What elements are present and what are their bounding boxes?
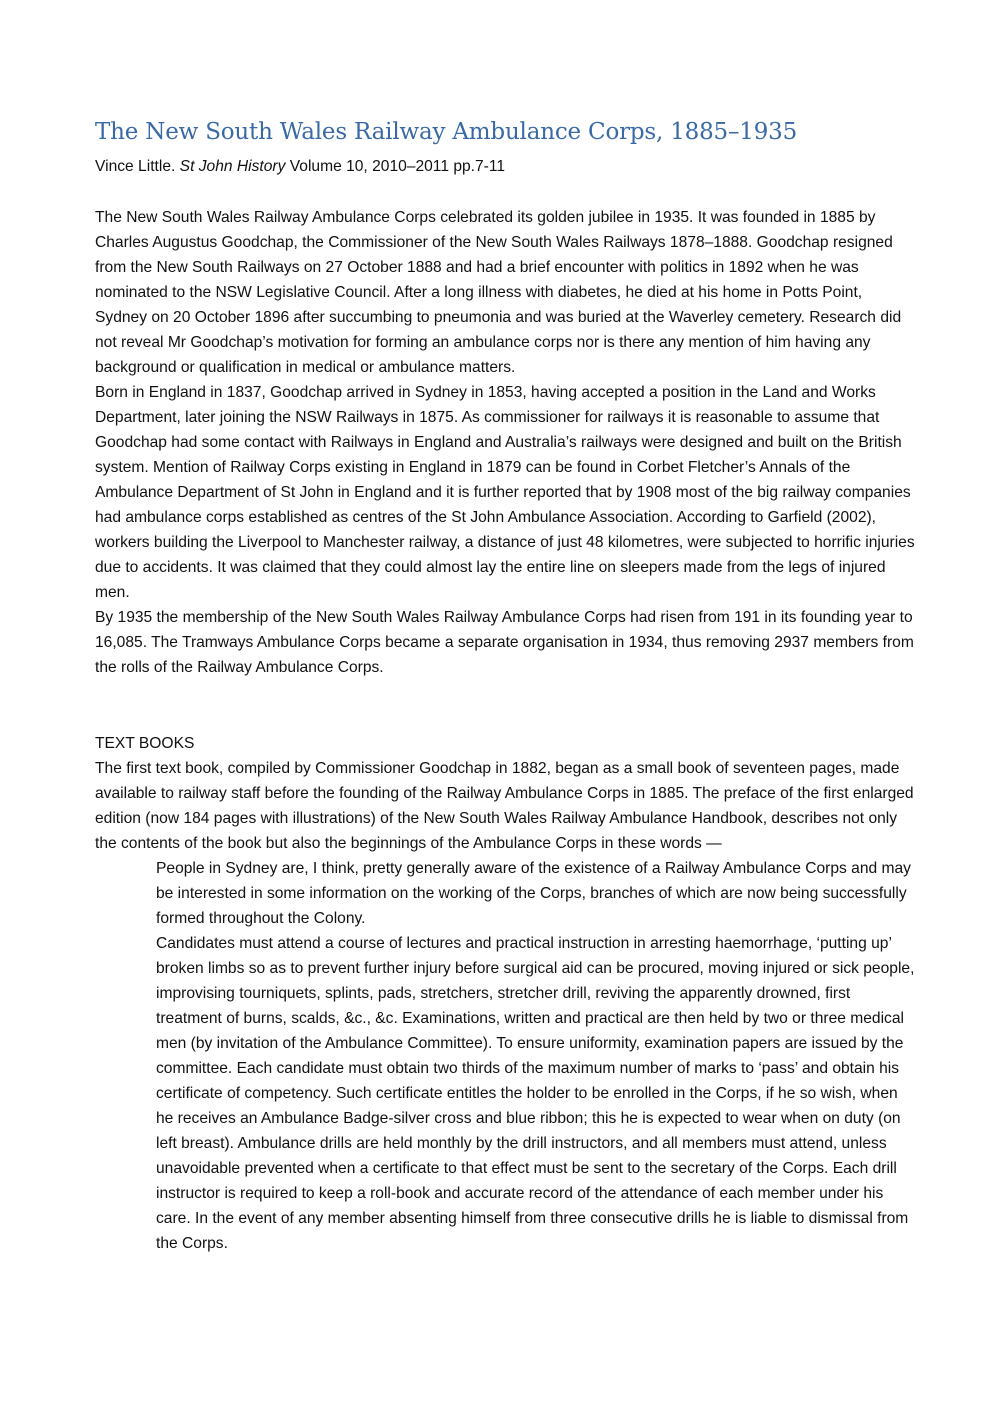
body-paragraph: The New South Wales Railway Ambulance Corps celebrated its golden jubilee in 1935. It was founded in 1885 by Charles Augustus Goodchap, the Commissioner of the New South Wales Railways 1878–1888. Goodchap resigned from the New South Railways on 27 October 1888 and had a brief encounter with politics in 1892 when he was nominated to the NSW Legislative Council. After a long illness with diabetes, he died at his home in Potts Point, Sydney on 20 October 1896 after succumbing to pneumonia and was buried at the Waverley cemetery. Research did not reveal Mr Goodchap’s motivation for forming an ambulance corps nor is there any mention of him having any background or qualification in medical or ambulance matters. (95, 209, 902, 376)
textbooks-intro: The first text book, compiled by Commissioner Goodchap in 1882, began as a small book of seventeen pages, made available to railway staff before the founding of the Railway Ambulance Corps in 1885. The preface of the first enlarged edition (now 184 pages with illustrations) of the New South Wales Railway Ambulance Handbook, describes not only the contents of the book but also the beginnings of the Ambulance Corps in these words — (95, 760, 914, 852)
body-paragraph: By 1935 the membership of the New South Wales Railway Ambulance Corps had risen from 191 in its founding year to 16,085. The Tramways Ambulance Corps became a separate organisation in 1934, thus removing 2937 members from the rolls of the Railway Ambulance Corps. (95, 609, 914, 676)
quote-paragraph: People in Sydney are, I think, pretty generally aware of the existence of a Railway Ambulance Corps and may be interested in some information on the working of the Corps, branches of which are now being successfully formed throughout the Colony. (156, 860, 911, 927)
textbooks-section (95, 731, 915, 1256)
block-quote (156, 856, 916, 1256)
citation-details: Volume 10, 2010–2011 pp.7-11 (285, 158, 506, 175)
main-body (95, 205, 915, 680)
body-paragraph: Born in England in 1837, Goodchap arrived in Sydney in 1853, having accepted a position in the Land and Works Department, later joining the NSW Railways in 1875. As commissioner for railways it is reasonable to assume that Goodchap had some contact with Railways in England and Australia’s railways were designed and built on the British system. Mention of Railway Corps existing in England in 1879 can be found in Corbet Fletcher’s Annals of the Ambulance Department of St John in England and it is further reported that by 1908 most of the big railway companies had ambulance corps established as centres of the St John Ambulance Association. According to Garfield (2002), workers building the Liverpool to Manchester railway, a distance of just 48 kilometres, were subjected to horrific injuries due to accidents. It was claimed that they could almost lay the entire line on sleepers made from the legs of injured men. (95, 384, 915, 601)
citation-author: Vince Little. (95, 158, 180, 175)
quote-paragraph: Candidates must attend a course of lectures and practical instruction in arresting haemorrhage, ‘putting up’ broken limbs so as to prevent further injury before surgical aid can be procured, moving injured or sick people, improvising tourniquets, splints, pads, stretchers, stretcher drill, reviving the apparently drowned, first treatment of burns, scalds, &c., &c. Examinations, written and practical are then held by two or three medical men (by invitation of the Ambulance Committee). To ensure uniformity, examination papers are issued by the committee. Each candidate must obtain two thirds of the maximum number of marks to ‘pass’ and obtain his certificate of competency. Such certificate entitles the holder to be enrolled in the Corps, if he so wish, when he receives an Ambulance Badge-silver cross and blue ribbon; this he is expected to wear when on duty (on left breast). Ambulance drills are held monthly by the drill instructors, and all members must attend, unless unavoidable prevented when a certificate to that effect must be sent to the secretary of the Corps. Each drill instructor is required to keep a roll-book and accurate record of the attendance of each member under his care. In the event of any member absenting himself from three consecutive drills he is liable to dismissal from the Corps. (156, 935, 915, 1252)
document-title: The New South Wales Railway Ambulance Corps, 1885–1935 (95, 119, 797, 145)
section-heading: TEXT BOOKS (95, 735, 195, 752)
citation-line (95, 155, 505, 179)
citation-journal: St John History (179, 158, 286, 175)
